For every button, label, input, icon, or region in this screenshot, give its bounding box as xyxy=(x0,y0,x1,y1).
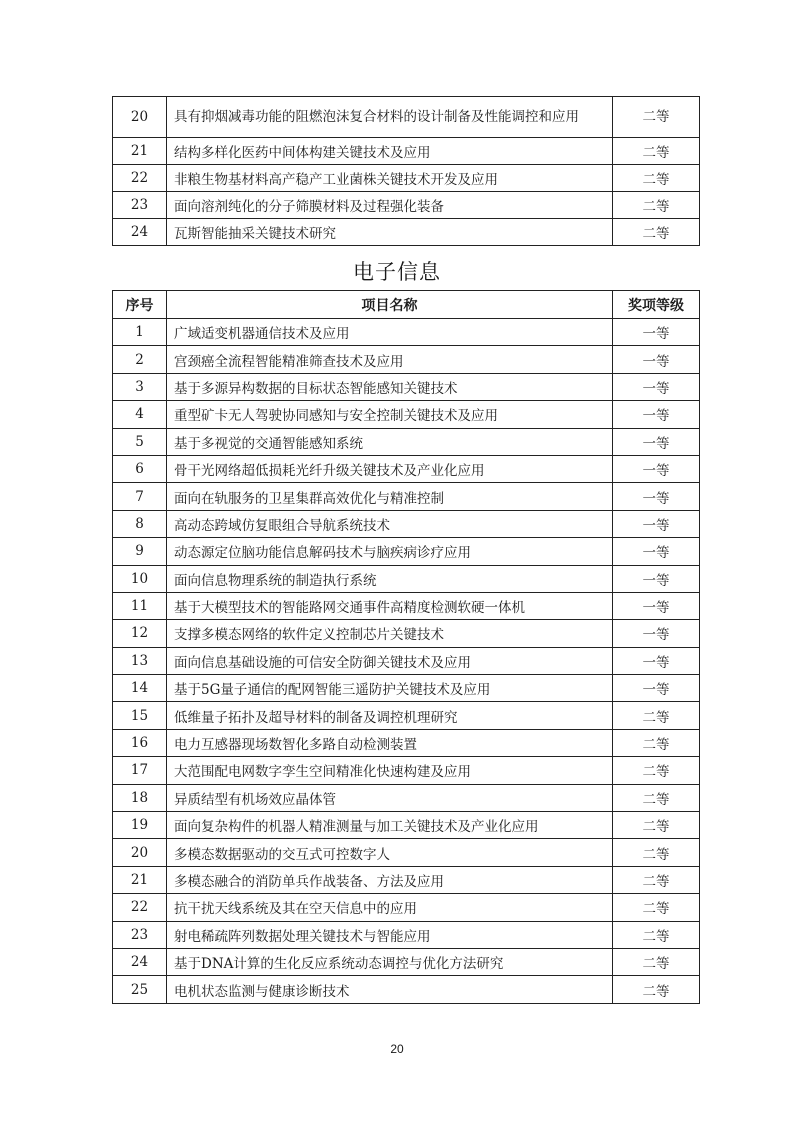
cell-grade: 一等 xyxy=(613,346,700,373)
cell-grade: 二等 xyxy=(613,757,700,784)
cell-name: 多模态融合的消防单兵作战装备、方法及应用 xyxy=(167,866,613,893)
awards-table-electronic-info xyxy=(112,290,700,1004)
table-row xyxy=(113,592,700,619)
cell-name: 基于5G量子通信的配网智能三遥防护关键技术及应用 xyxy=(167,675,613,702)
cell-grade: 一等 xyxy=(613,510,700,537)
cell-name: 基于多视觉的交通智能感知系统 xyxy=(167,428,613,455)
cell-grade: 二等 xyxy=(613,839,700,866)
cell-num: 18 xyxy=(113,784,167,811)
cell-name: 非粮生物基材料高产稳产工业菌株关键技术开发及应用 xyxy=(167,165,613,192)
table-row xyxy=(113,839,700,866)
cell-grade: 一等 xyxy=(613,455,700,482)
cell-num: 20 xyxy=(113,839,167,866)
cell-name: 具有抑烟减毒功能的阻燃泡沫复合材料的设计制备及性能调控和应用 xyxy=(167,97,613,138)
cell-num: 15 xyxy=(113,702,167,729)
cell-name: 异质结型有机场效应晶体管 xyxy=(167,784,613,811)
cell-grade: 二等 xyxy=(613,97,700,138)
cell-name: 结构多样化医药中间体构建关键技术及应用 xyxy=(167,138,613,165)
cell-name: 高动态跨域仿复眼组合导航系统技术 xyxy=(167,510,613,537)
cell-grade: 二等 xyxy=(613,165,700,192)
table-row xyxy=(113,165,700,192)
table-row xyxy=(113,729,700,756)
cell-num: 3 xyxy=(113,373,167,400)
table-row xyxy=(113,620,700,647)
cell-grade: 一等 xyxy=(613,319,700,346)
cell-num: 2 xyxy=(113,346,167,373)
cell-num: 25 xyxy=(113,976,167,1003)
cell-num: 12 xyxy=(113,620,167,647)
cell-name: 大范围配电网数字孪生空间精准化快速构建及应用 xyxy=(167,757,613,784)
cell-name: 低维量子拓扑及超导材料的制备及调控机理研究 xyxy=(167,702,613,729)
table-row xyxy=(113,138,700,165)
cell-grade: 二等 xyxy=(613,866,700,893)
cell-num: 1 xyxy=(113,319,167,346)
table-header-row xyxy=(113,291,700,319)
table-row xyxy=(113,921,700,948)
cell-name: 广域适变机器通信技术及应用 xyxy=(167,319,613,346)
cell-num: 6 xyxy=(113,455,167,482)
cell-grade: 二等 xyxy=(613,219,700,246)
cell-name: 面向复杂构件的机器人精准测量与加工关键技术及产业化应用 xyxy=(167,812,613,839)
cell-num: 24 xyxy=(113,219,167,246)
table-row xyxy=(113,192,700,219)
table-row xyxy=(113,346,700,373)
cell-num: 21 xyxy=(113,866,167,893)
cell-name: 面向信息物理系统的制造执行系统 xyxy=(167,565,613,592)
cell-num: 14 xyxy=(113,675,167,702)
cell-grade: 一等 xyxy=(613,647,700,674)
cell-num: 19 xyxy=(113,812,167,839)
cell-num: 5 xyxy=(113,428,167,455)
table-row xyxy=(113,702,700,729)
cell-name: 基于多源异构数据的目标状态智能感知关键技术 xyxy=(167,373,613,400)
cell-grade: 二等 xyxy=(613,976,700,1003)
table-row xyxy=(113,455,700,482)
table-row xyxy=(113,319,700,346)
cell-num: 8 xyxy=(113,510,167,537)
table-row xyxy=(113,565,700,592)
header-grade: 奖项等级 xyxy=(613,291,700,319)
cell-num: 21 xyxy=(113,138,167,165)
cell-name: 抗干扰天线系统及其在空天信息中的应用 xyxy=(167,894,613,921)
page-number: 20 xyxy=(390,1042,404,1056)
table-row xyxy=(113,675,700,702)
cell-grade: 一等 xyxy=(613,620,700,647)
cell-num: 20 xyxy=(113,97,167,138)
cell-num: 10 xyxy=(113,565,167,592)
cell-grade: 二等 xyxy=(613,948,700,975)
table-row xyxy=(113,976,700,1003)
table-row xyxy=(113,483,700,510)
cell-num: 4 xyxy=(113,401,167,428)
cell-name: 骨干光网络超低损耗光纤升级关键技术及产业化应用 xyxy=(167,455,613,482)
cell-name: 电机状态监测与健康诊断技术 xyxy=(167,976,613,1003)
cell-name: 电力互感器现场数智化多路自动检测装置 xyxy=(167,729,613,756)
cell-name: 面向在轨服务的卫星集群高效优化与精准控制 xyxy=(167,483,613,510)
cell-grade: 一等 xyxy=(613,592,700,619)
table-row xyxy=(113,784,700,811)
cell-name: 基于DNA计算的生化反应系统动态调控与优化方法研究 xyxy=(167,948,613,975)
cell-name: 基于大模型技术的智能路网交通事件高精度检测软硬一体机 xyxy=(167,592,613,619)
cell-num: 11 xyxy=(113,592,167,619)
cell-grade: 二等 xyxy=(613,784,700,811)
cell-name: 多模态数据驱动的交互式可控数字人 xyxy=(167,839,613,866)
table-row xyxy=(113,894,700,921)
cell-grade: 二等 xyxy=(613,729,700,756)
header-num: 序号 xyxy=(113,291,167,319)
awards-table-continued xyxy=(112,96,700,246)
cell-name: 宫颈癌全流程智能精准筛查技术及应用 xyxy=(167,346,613,373)
cell-num: 9 xyxy=(113,538,167,565)
cell-grade: 二等 xyxy=(613,192,700,219)
cell-num: 22 xyxy=(113,165,167,192)
cell-num: 16 xyxy=(113,729,167,756)
cell-name: 支撑多模态网络的软件定义控制芯片关键技术 xyxy=(167,620,613,647)
table-row xyxy=(113,510,700,537)
cell-name: 瓦斯智能抽采关键技术研究 xyxy=(167,219,613,246)
table-row xyxy=(113,401,700,428)
cell-grade: 二等 xyxy=(613,921,700,948)
cell-num: 22 xyxy=(113,894,167,921)
cell-grade: 二等 xyxy=(613,894,700,921)
cell-name: 面向溶剂纯化的分子筛膜材料及过程强化装备 xyxy=(167,192,613,219)
table-row xyxy=(113,97,700,138)
cell-name: 射电稀疏阵列数据处理关键技术与智能应用 xyxy=(167,921,613,948)
cell-grade: 二等 xyxy=(613,812,700,839)
table-row xyxy=(113,757,700,784)
cell-num: 17 xyxy=(113,757,167,784)
cell-grade: 一等 xyxy=(613,483,700,510)
cell-num: 23 xyxy=(113,921,167,948)
cell-name: 动态源定位脑功能信息解码技术与脑疾病诊疗应用 xyxy=(167,538,613,565)
table-row xyxy=(113,219,700,246)
table-row xyxy=(113,948,700,975)
cell-grade: 二等 xyxy=(613,138,700,165)
cell-num: 23 xyxy=(113,192,167,219)
cell-name: 面向信息基础设施的可信安全防御关键技术及应用 xyxy=(167,647,613,674)
table-row xyxy=(113,373,700,400)
header-name: 项目名称 xyxy=(167,291,613,319)
table-row xyxy=(113,428,700,455)
cell-num: 13 xyxy=(113,647,167,674)
section-title: 电子信息 xyxy=(353,260,441,284)
cell-name: 重型矿卡无人驾驶协同感知与安全控制关键技术及应用 xyxy=(167,401,613,428)
table-row xyxy=(113,866,700,893)
cell-grade: 一等 xyxy=(613,401,700,428)
cell-grade: 一等 xyxy=(613,538,700,565)
cell-grade: 一等 xyxy=(613,565,700,592)
cell-num: 24 xyxy=(113,948,167,975)
table-row xyxy=(113,647,700,674)
cell-grade: 一等 xyxy=(613,428,700,455)
table-row xyxy=(113,812,700,839)
cell-num: 7 xyxy=(113,483,167,510)
cell-grade: 一等 xyxy=(613,675,700,702)
table-row xyxy=(113,538,700,565)
cell-grade: 一等 xyxy=(613,373,700,400)
cell-grade: 二等 xyxy=(613,702,700,729)
